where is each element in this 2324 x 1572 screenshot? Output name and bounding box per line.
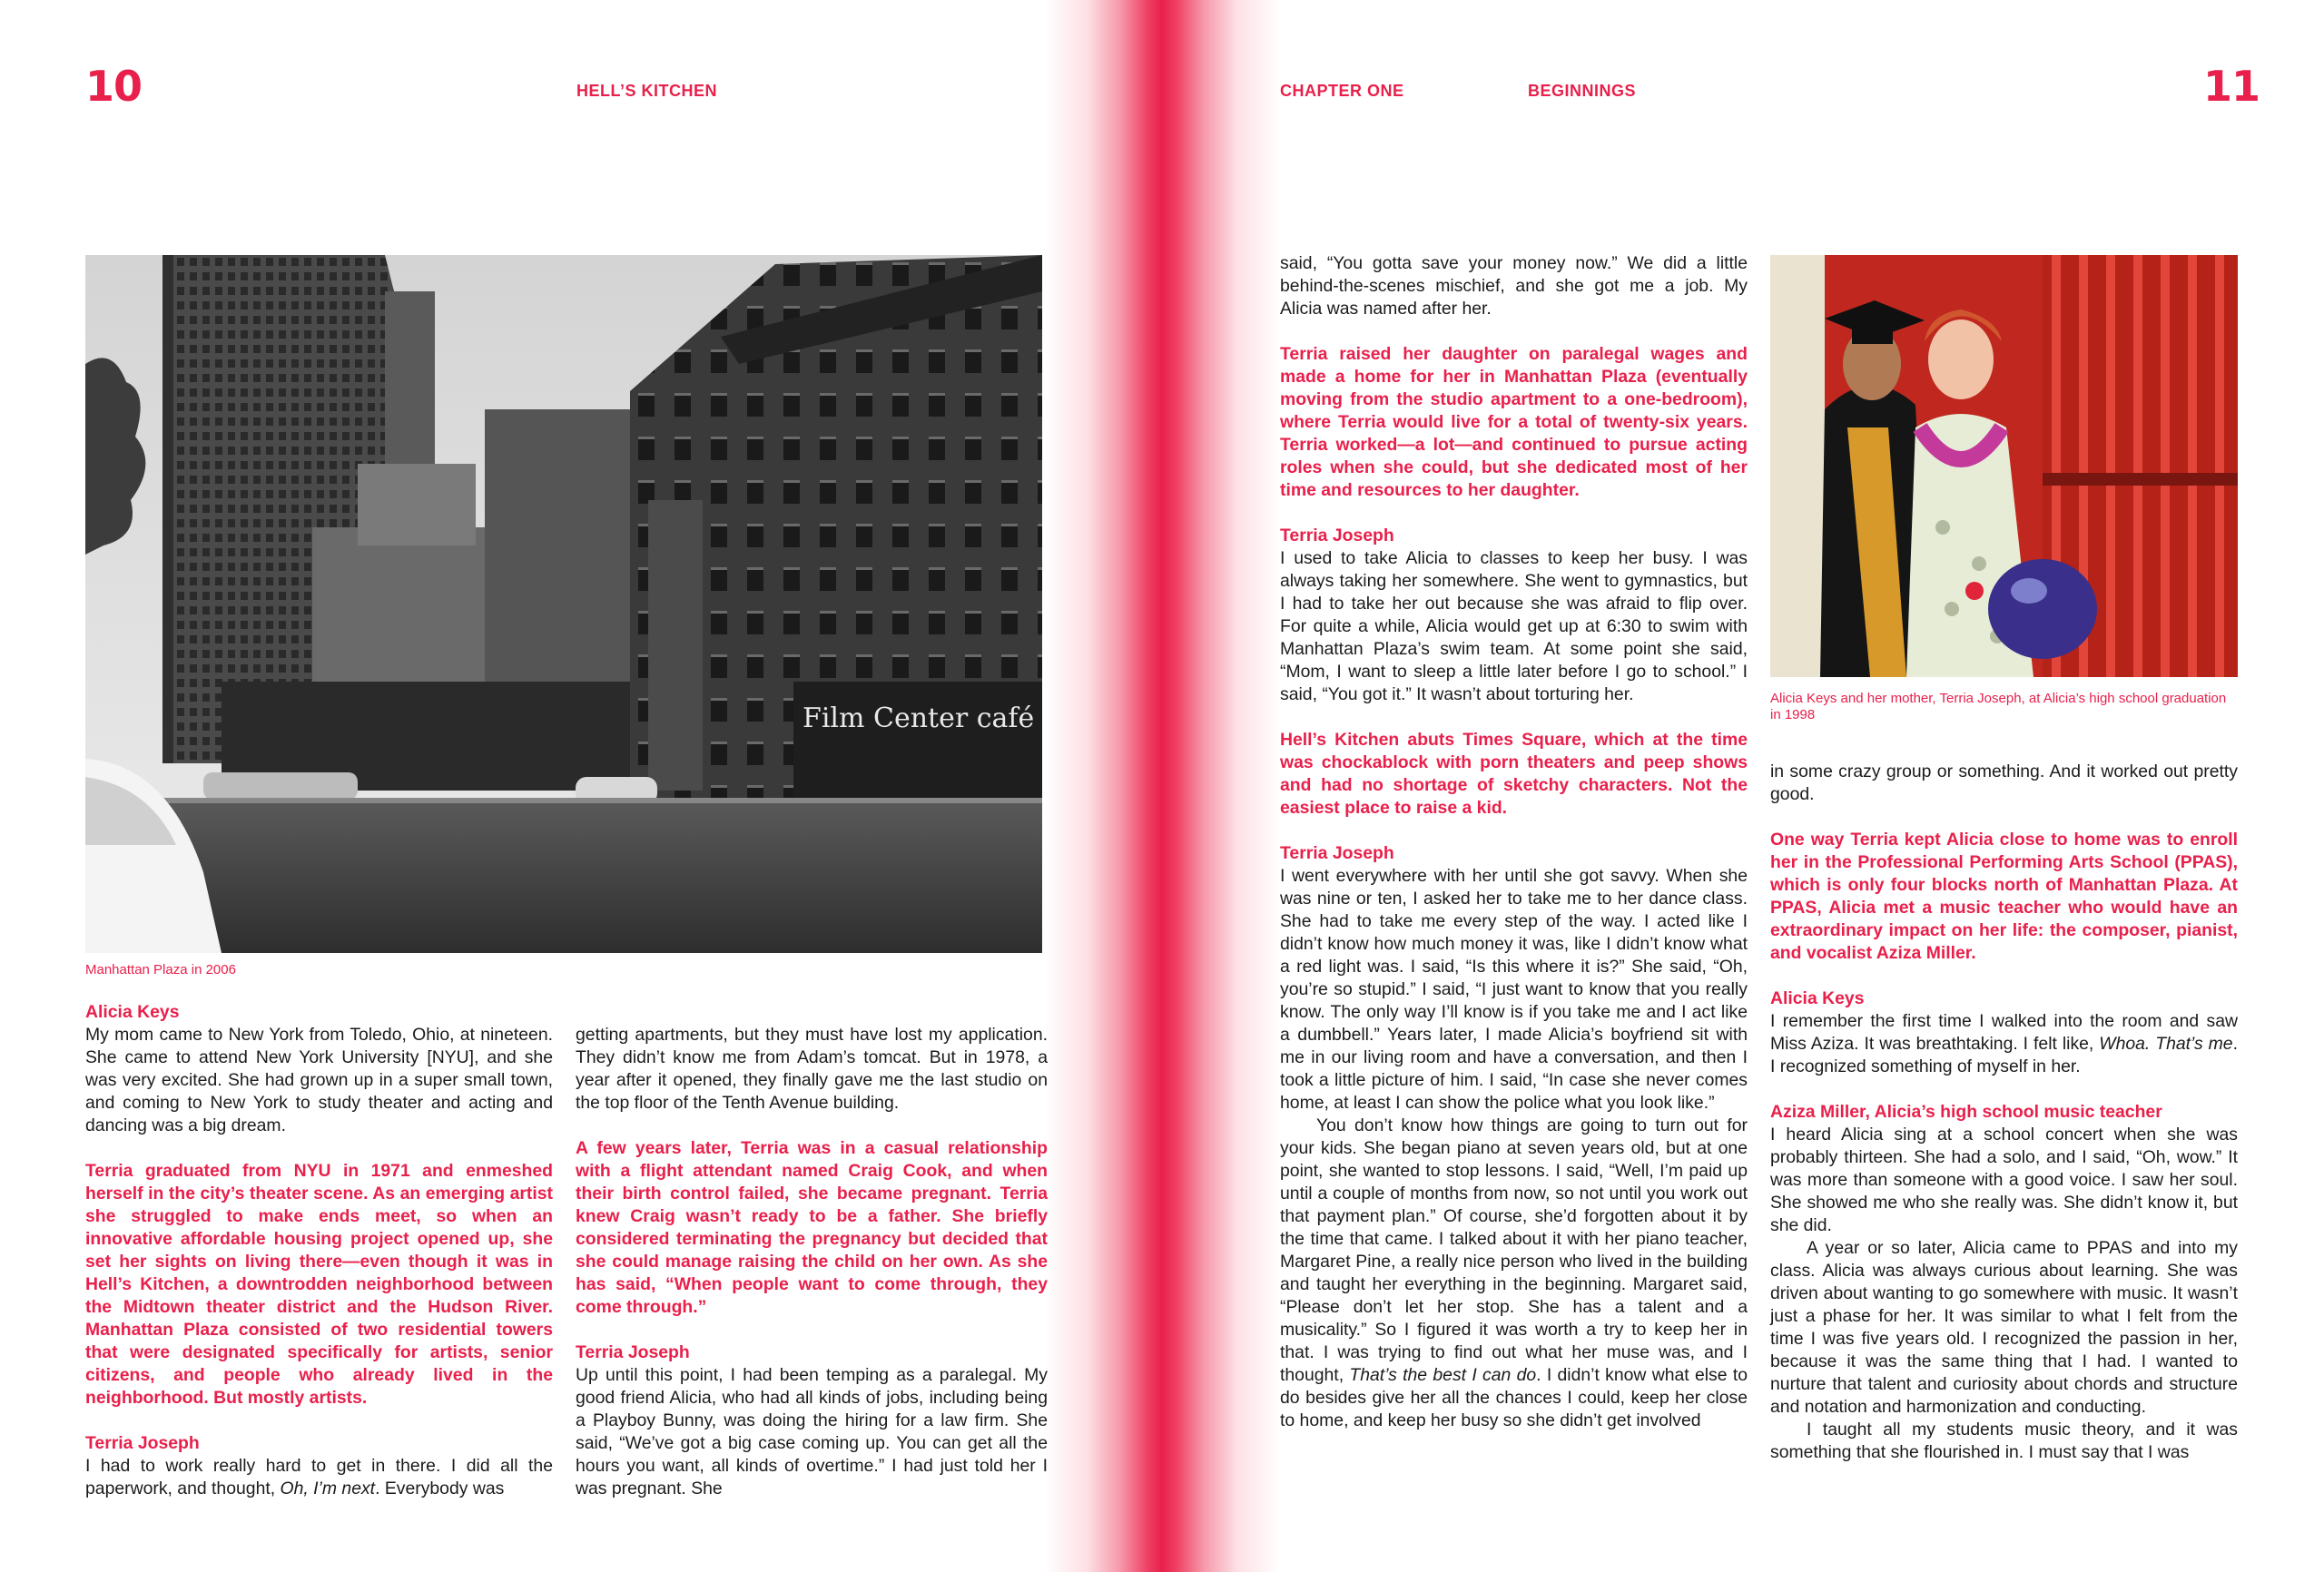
quote-paragraph: Up until this point, I had been temping as a paralegal. My good friend Alicia, who had all kinds of jobs, including being a Playboy Bunny, was doing the hiring for a law firm. She said, “We’ve got a big case coming up. You can get all the hours you want, all kinds of overtime.” I had just told her I was pregnant. She — [576, 1365, 1048, 1498]
speaker-name: Terria Joseph — [1280, 526, 1394, 545]
speaker-name: Aziza Miller, Alicia’s high school music teacher — [1770, 1102, 2162, 1122]
page-gutter — [1044, 0, 1280, 1572]
speaker-name: Alicia Keys — [1770, 988, 1865, 1008]
quote-paragraph: A year or so later, Alicia came to PPAS and into my class. Alicia was always curious about learning. She was driven about wanting to go somewhere with music. It wasn’t just a phase for her. It was similar to what I felt from the time I was five years old. I recognized the passion in her, because it was the same thing that I had. I wanted to nurture that talent and curiosity about chords and structure and notation and harmonization and conducting. — [1770, 1238, 2238, 1417]
quote-paragraph: I went everywhere with her until she got savvy. When she was nine or ten, I asked her to take me to her dance class. She had to take me every step of the way. I acted like I didn’t know how much money it was, like I didn’t know what a red light was. I said, “Is this where it is?” She said, “Oh, you’re so stupid.” I said, “I just want to know that you really know. The only way I’ll know is if you take me and I act like a dumbbell.” Years later, I made Alicia’s boyfriend sit with me in our living room and have a conversation, and then I took a little picture of him. I said, “In case she never comes home, at least I can show the police what you look like.” — [1280, 866, 1748, 1113]
right-column-2 — [1770, 761, 2238, 1464]
right-column-1 — [1280, 252, 1748, 1432]
left-page-number: 10 — [85, 62, 143, 111]
quote-paragraph: in some crazy group or something. And it worked out pretty good. — [1770, 761, 2238, 804]
quote-paragraph: I used to take Alicia to classes to keep her busy. I was always taking her somewhere. She went to gymnastics, but I had to take her out because she was afraid to flip over. For quite a while, Alicia would get up at 6:30 to swim with Manhattan Plaza’s swim team. At some point she said, “Mom, I want to sleep a little later before I go to school.” I said, “You got it.” It wasn’t about torturing her. — [1280, 548, 1748, 704]
narrative-paragraph: One way Terria kept Alicia close to home was to enroll her in the Professional Performing Arts School (PPAS), which is only four blocks north of Manhattan Plaza. At PPAS, Alicia met a music teacher who would have an extraordinary impact on her life: the composer, pianist, and vocalist Aziza Miller. — [1770, 830, 2238, 963]
speaker-name: Alicia Keys — [85, 1002, 180, 1022]
quote-paragraph: I heard Alicia sing at a school concert when she was probably thirteen. She had a solo, and I said, “Oh, wow.” It was more than someone with a good voice. I saw her soul. She showed me who she really was. She didn’t know it, but she did. — [1770, 1125, 2238, 1235]
right-running-head-title: BEGINNINGS — [1528, 82, 1637, 100]
quote-paragraph: getting apartments, but they must have lost my application. They didn’t know me from Adam’s tomcat. But in 1978, a year after it opened, they finally gave me the last studio on the top floor of the Tenth Avenue building. — [576, 1025, 1048, 1113]
right-running-head-chapter: CHAPTER ONE — [1280, 82, 1404, 100]
right-page-number: 11 — [2203, 62, 2260, 111]
narrative-paragraph: A few years later, Terria was in a casual relationship with a flight attendant named Craig Cook, and when their birth control failed, she became pregnant. Terria knew Craig wasn’t ready to be a father. She briefly considered terminating the pregnancy but decided that she could manage raising the child on her own. As she has said, “When people want to come through, they come through.” — [576, 1138, 1048, 1317]
quote-paragraph: said, “You gotta save your money now.” We did a little behind-the-scenes mischief, and she got me a job. My Alicia was named after her. — [1280, 253, 1748, 319]
graduation-photo — [1770, 255, 2238, 677]
left-column-1 — [85, 1001, 553, 1500]
manhattan-plaza-photo — [85, 255, 1042, 953]
quote-paragraph: You don’t know how things are going to turn out for your kids. She began piano at seven years old, but at one point, she wanted to stop lessons. I said, “Well, I’m paid up until a couple of months from now, so not until you work out that payment plan.” Of course, she’d forgotten about it by the time that came. I talked about it with her piano teacher, Margaret Pine, a really nice person who lived in the building and taught her everything in the beginning. Margaret said, “Please don’t let her stop. She has a talent and a musicality.” So I figured it was worth a try to keep her in that. I was trying to find out what her muse was, and I thought, That’s the best I can do. I didn’t know what else to do besides give her all the chances I could, keep her close to home, and keep her busy so she didn’t get involved — [1280, 1115, 1748, 1430]
left-photo-caption: Manhattan Plaza in 2006 — [85, 962, 236, 978]
left-column-2 — [576, 1024, 1048, 1500]
narrative-paragraph: Terria raised her daughter on paralegal wages and made a home for her in Manhattan Plaza (eventually moving from the studio apartment to a one-bedroom), where Terria would live for a total of twenty-six years. Terria worked—a lot—and continued to pursue acting roles when she could, but she dedicated most of her time and resources to her daughter. — [1280, 344, 1748, 500]
left-running-head: HELL’S KITCHEN — [576, 82, 718, 100]
speaker-name: Terria Joseph — [576, 1342, 690, 1362]
narrative-paragraph: Terria graduated from NYU in 1971 and enmeshed herself in the city’s theater scene. As an emerging artist she struggled to make ends meet, so when an innovative affordable housing project opened up, she set her sights on living there—even though it was in Hell’s Kitchen, a downtrodden neighborhood between the Midtown theater district and the Hudson River. Manhattan Plaza consisted of two residential towers that were designated specifically for artists, senior citizens, and people who already lived in the neighborhood. But mostly artists. — [85, 1161, 553, 1408]
film-center-sign: Film Center café — [803, 702, 1035, 734]
quote-paragraph: I taught all my students music theory, and it was something that she flourished in. I must say that I was — [1770, 1420, 2238, 1462]
right-photo-caption: Alicia Keys and her mother, Terria Joseph, at Alicia’s high school graduation in 1998 — [1770, 691, 2227, 722]
quote-paragraph: I remember the first time I walked into the room and saw Miss Aziza. It was breathtaking. I felt like, Whoa. That’s me. I recognized something of myself in her. — [1770, 1011, 2238, 1076]
quote-paragraph: My mom came to New York from Toledo, Ohio, at nineteen. She came to attend New York University [NYU], and she was very excited. She had grown up in a super small town, and coming to New York to study theater and acting and dancing was a big dream. — [85, 1025, 553, 1135]
narrative-paragraph: Hell’s Kitchen abuts Times Square, which at the time was chockablock with porn theaters and peep shows and had no shortage of sketchy characters. Not the easiest place to raise a kid. — [1280, 730, 1748, 818]
speaker-name: Terria Joseph — [85, 1433, 200, 1453]
speaker-name: Terria Joseph — [1280, 843, 1394, 863]
quote-paragraph: I had to work really hard to get in there. I did all the paperwork, and thought, Oh, I’m next. Everybody was — [85, 1456, 553, 1498]
